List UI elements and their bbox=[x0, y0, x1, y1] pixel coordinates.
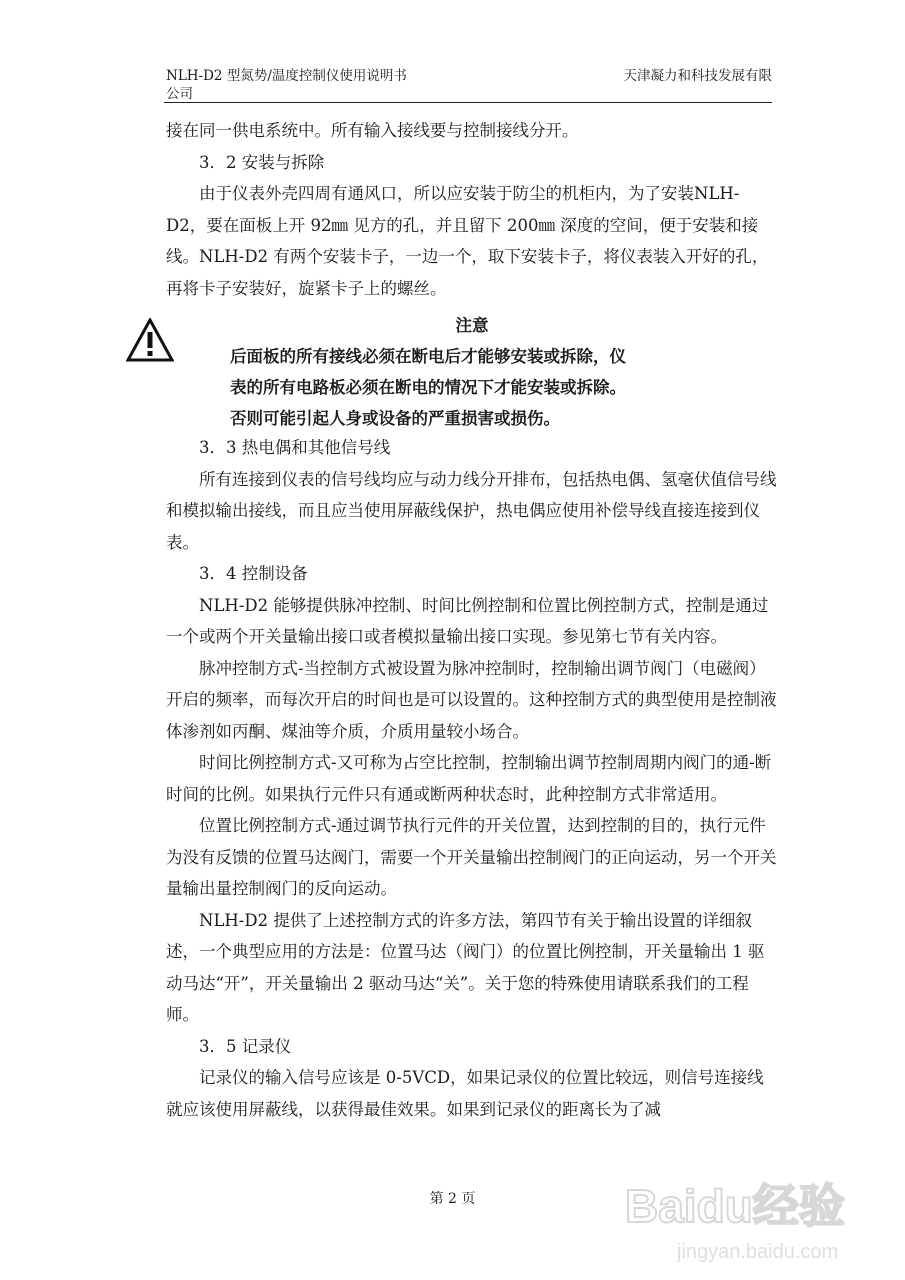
paragraph-pulse-control: 脉冲控制方式-当控制方式被设置为脉冲控制时，控制输出调节阀门（电磁阀）开启的频率，而每次开启的时间也是可以设置的。这种控制方式的典型使用是控制液体渗剂如丙酮、煤油等介质，介质用量较小场合。 bbox=[166, 658, 777, 741]
baidu-watermark-logo bbox=[617, 1160, 877, 1270]
header-company: 天津凝力和科技发展有限 bbox=[623, 68, 772, 84]
warning-line-3: 否则可能引起人身或设备的严重损害或损伤。 bbox=[230, 409, 560, 428]
paragraph-time-proportional: 时间比例控制方式-又可称为占空比控制，控制输出调节控制周期内阀门的通-断时间的比例。如果执行元件只有通或断两种状态时，此种控制方式非常适用。 bbox=[166, 753, 772, 804]
warning-line-2: 表的所有电路板必须在断电的情况下才能安装或拆除。 bbox=[230, 378, 626, 397]
section-heading-3-5: 3．5 记录仪 bbox=[199, 1036, 292, 1056]
warning-notice bbox=[166, 304, 778, 432]
header-title bbox=[166, 67, 407, 103]
page-number: 第 2 页 bbox=[429, 1191, 476, 1207]
paragraph-continuation: 接在同一供电系统中。所有输入接线要与控制接线分开。 bbox=[166, 121, 579, 140]
warning-triangle-icon bbox=[126, 318, 174, 362]
paragraph-control-overview: NLH-D2 能够提供脉冲控制、时间比例控制和位置比例控制方式，控制是通过一个或两个开关量输出接口或者模拟量输出接口实现。参见第七节有关内容。 bbox=[166, 595, 769, 646]
paragraph-installation: 由于仪表外壳四周有通风口，所以应安装于防尘的机柜内，为了安装NLH-D2，要在面板上开 92㎜ 见方的孔，并且留下 200㎜ 深度的空间，便于安装和接线。NLH-D2 有两个安装卡子，一边一个，取下安装卡子，将仪表装入开好的孔，再将卡子安装好，旋紧卡子上的螺丝。 bbox=[166, 184, 769, 298]
section-heading-3-2: 3．2 安装与拆除 bbox=[199, 152, 325, 172]
paragraph-control-methods: NLH-D2 提供了上述控制方式的许多方法，第四节有关于输出设置的详细叙述，一个典型应用的方法是：位置马达（阀门）的位置比例控制，开关量输出 1 驱动马达“开”，开关量输出 2 驱动马达“关”。关于您的特殊使用请联系我们的工程师。 bbox=[166, 910, 765, 1024]
paragraph-position-proportional: 位置比例控制方式-通过调节执行元件的开关位置，达到控制的目的，执行元件为没有反馈的位置马达阀门，需要一个开关量输出控制阀门的正向运动，另一个开关量输出量控制阀门的反向运动。 bbox=[166, 816, 777, 898]
document-body bbox=[166, 115, 778, 1125]
warning-line-1: 后面板的所有接线必须在断电后才能够安装或拆除，仪 bbox=[230, 347, 626, 366]
header-divider bbox=[164, 102, 772, 103]
header-title-line2: 公司 bbox=[166, 86, 193, 102]
warning-title: 注意 bbox=[455, 316, 489, 335]
paragraph-signal-lines: 所有连接到仪表的信号线均应与动力线分开排布，包括热电偶、氢毫伏值信号线和模拟输出接线，而且应当使用屏蔽线保护，热电偶应使用补偿导线直接连接到仪表。 bbox=[166, 469, 777, 552]
section-heading-3-3: 3．3 热电偶和其他信号线 bbox=[199, 438, 391, 457]
section-heading-3-4: 3．4 控制设备 bbox=[199, 564, 308, 583]
watermark-url: jingyan.baidu.com bbox=[677, 1241, 839, 1263]
paragraph-recorder: 记录仪的输入信号应该是 0-5VCD，如果记录仪的位置比较远，则信号连接线就应该使用屏蔽线，以获得最佳效果。如果到记录仪的距离长为了减 bbox=[166, 1068, 764, 1119]
watermark-brand: Baidu经验 bbox=[625, 1180, 845, 1232]
header-title-line1: NLH-D2 型氮势/温度控制仪使用说明书 bbox=[166, 68, 407, 84]
